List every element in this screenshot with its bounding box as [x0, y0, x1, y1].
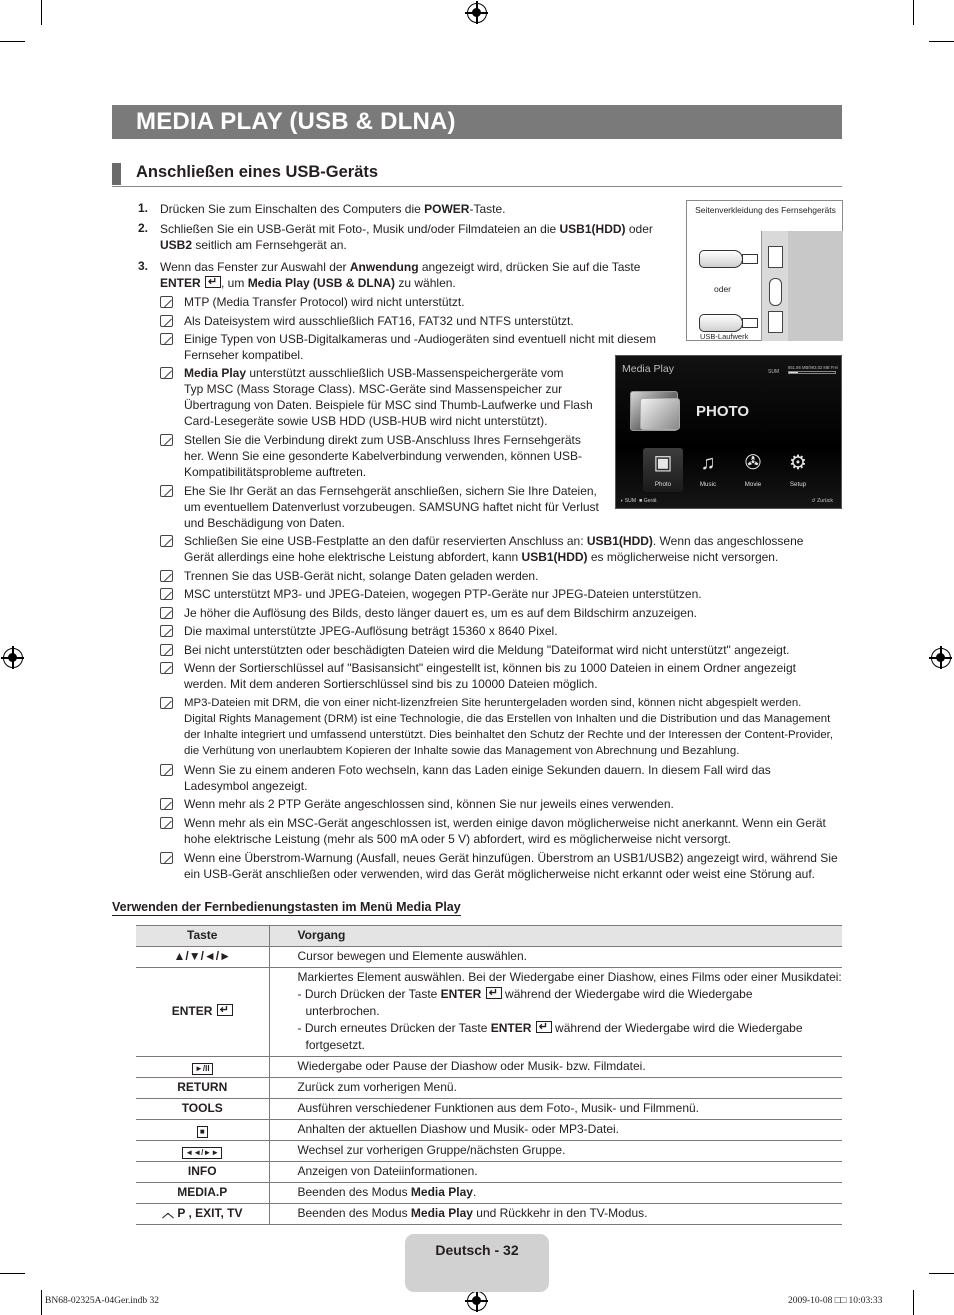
crop-mark	[929, 1273, 954, 1274]
step-number: 2.	[138, 221, 149, 235]
text-run: USB2	[160, 238, 193, 252]
text-run: Wenn Sie zu einem anderen Foto wechseln, kann das Laden einige Sekunden dauern. In diesem Fall wird das	[184, 763, 771, 777]
step-number: 1.	[138, 201, 149, 215]
usb-stick-icon	[699, 250, 743, 268]
table-row	[136, 1141, 842, 1162]
gear-icon: ⚙	[789, 452, 807, 474]
text-run: werden. Mit dem anderen Sortierschlüssel sind bis zu 10000 Dateien möglich.	[184, 677, 598, 691]
action-line	[298, 1020, 843, 1037]
selected-category-title: PHOTO	[696, 403, 750, 420]
step-text	[160, 221, 653, 253]
note-line	[184, 515, 599, 531]
note-icon	[160, 485, 173, 497]
text-run: Trennen Sie das USB-Gerät nicht, solange Daten geladen werden.	[184, 569, 539, 583]
action-text: während der Wiedergabe wird die Wiedergabe	[501, 987, 753, 1001]
storage-usage-bar	[788, 371, 836, 374]
action-cell: Wechsel zur vorherigen Gruppe/nächsten Gruppe.	[269, 1141, 842, 1162]
photo-thumbnail-icon	[640, 398, 680, 430]
page-title: MEDIA PLAY (USB & DLNA)	[112, 105, 842, 139]
text-run: Stellen Sie die Verbindung direkt zum USB-Anschluss Ihres Fernsehgeräts	[184, 433, 581, 447]
text-run: Schließen Sie eine USB-Festplatte an den dafür reservierten Anschluss an:	[184, 534, 587, 548]
note-text	[184, 815, 826, 847]
footer-sum-label: SUM	[624, 498, 637, 504]
action-cell	[269, 968, 842, 1057]
text-run: Als Dateisystem wird ausschließlich FAT16, FAT32 und NTFS unterstützt.	[184, 314, 574, 328]
step-number: 3.	[138, 259, 149, 273]
action-cell	[269, 1183, 842, 1204]
text-run: Schließen Sie ein USB-Gerät mit Foto-, Musik und/oder Filmdateien an die	[160, 222, 560, 236]
footer-device-label: Gerät	[643, 498, 657, 504]
note-icon	[160, 570, 173, 582]
note-line	[184, 676, 796, 692]
text-run: MP3-Dateien mit DRM, die von einer nicht-lizenzfreien Site heruntergeladen worden sind, können nicht abgespielt werden.	[184, 697, 802, 709]
text-run: USB1(HDD)	[521, 550, 588, 564]
text-run: unterstützt ausschließlich USB-Massenspeichergeräte vom	[246, 366, 564, 380]
column-header-key: Taste	[136, 926, 269, 947]
note-text	[184, 365, 593, 429]
music-icon: ♫	[700, 452, 716, 474]
media-play-label: Media Play	[410, 1206, 473, 1220]
action-cell: Zurück zum vorherigen Menü.	[269, 1078, 842, 1099]
enter-icon	[205, 276, 221, 288]
note-icon	[160, 764, 173, 776]
diagram-caption: Seitenverkleidung des Fernsehgeräts	[695, 205, 836, 215]
note-line	[184, 331, 656, 347]
crop-mark	[913, 1290, 914, 1315]
note-text	[184, 695, 833, 759]
text-run: die Verhütung von unerlaubtem Kopieren der Inhalte sowie das Management von Abrechnung und Bezahlung.	[184, 745, 740, 757]
step-text	[160, 201, 505, 217]
note-icon	[160, 607, 173, 619]
key-cell	[136, 1057, 269, 1078]
hdmi-port-icon	[769, 278, 782, 306]
text-run: ein USB-Gerät anschließen oder verwenden, wird das Gerät möglicherweise nicht erkannt oder weist eine Störung auf.	[184, 867, 815, 881]
key-cell: MEDIA.P	[136, 1183, 269, 1204]
media-play-header: Media Play	[622, 363, 674, 375]
action-line: Markiertes Element auswählen. Bei der Wiedergabe einer Diashow, eines Films oder einer Musikdatei:	[297, 970, 842, 984]
table-row	[136, 1120, 842, 1141]
table-row	[136, 947, 842, 968]
step-text	[160, 259, 640, 291]
note-line	[184, 464, 582, 480]
note-icon	[160, 662, 173, 674]
diagram-or-label: oder	[714, 284, 732, 294]
storage-free-text: 851.86 MB/993.02 MB Frei	[788, 365, 839, 370]
play-pause-key-icon: ►/II	[192, 1063, 213, 1075]
action-text: .	[472, 1185, 477, 1199]
stop-key-icon: ■	[197, 1126, 208, 1138]
action-text: Beenden des Modus	[297, 1206, 411, 1220]
text-run: Wenn eine Überstrom-Warnung (Ausfall, neues Gerät hinzufügen. Überstrom an USB1/USB2) angezeigt wird, während Sie	[184, 851, 838, 865]
text-run: Media Play (USB & DLNA)	[247, 276, 396, 290]
text-run: es möglicherweise nicht versorgen.	[587, 550, 779, 564]
back-label: Zurück	[817, 498, 833, 504]
key-cell: INFO	[136, 1162, 269, 1183]
note-line	[184, 365, 593, 381]
note-text	[184, 483, 599, 531]
note-text	[184, 586, 702, 602]
usb-stick-icon	[699, 314, 743, 332]
column-header-action: Vorgang	[269, 926, 842, 947]
text-run: Ehe Sie Ihr Gerät an das Fernsehgerät anschließen, sichern Sie Ihre Dateien,	[184, 484, 597, 498]
text-run: Wenn mehr als ein MSC-Gerät angeschlossen ist, werden einige davon möglicherweise nicht anerkannt. Wenn ein Gerät	[184, 816, 826, 830]
note-icon	[160, 644, 173, 656]
text-run: -Taste.	[469, 202, 506, 216]
photo-icon: ▣	[653, 452, 673, 474]
note-line	[184, 815, 826, 831]
text-run: Drücken Sie zum Einschalten des Computers die	[160, 202, 425, 216]
note-icon	[160, 852, 173, 864]
text-run: MTP (Media Transfer Protocol) wird nicht unterstützt.	[184, 295, 465, 309]
note-line	[184, 347, 656, 363]
media-play-screen	[615, 355, 842, 509]
text-run: Anwendung	[349, 260, 419, 274]
note-line	[184, 533, 803, 549]
step-line	[160, 275, 640, 291]
text-run: seitlich am Fernsehgerät an.	[192, 238, 347, 252]
note-line	[184, 294, 465, 310]
text-run: USB1(HDD)	[559, 222, 626, 236]
note-text	[184, 642, 790, 658]
page-number-tab	[405, 1234, 549, 1292]
step-line	[160, 237, 653, 253]
note-text	[184, 605, 697, 621]
usb-plug-icon	[742, 318, 758, 328]
key-cell	[136, 1204, 269, 1225]
text-run: und Beschädigung von Daten.	[184, 516, 345, 530]
text-run: Einige Typen von USB-Digitalkameras und -Audiogeräten sind eventuell nicht mit diesem	[184, 332, 657, 346]
note-text	[184, 850, 838, 882]
note-line	[184, 381, 593, 397]
crop-mark	[0, 1273, 25, 1274]
note-text	[184, 568, 538, 584]
crop-mark	[0, 41, 25, 42]
text-run: , um	[221, 276, 248, 290]
action-cell: Anhalten der aktuellen Diashow und Musik- oder MP3-Datei.	[269, 1120, 842, 1141]
usb-drive-label: USB-Laufwerk	[700, 332, 749, 341]
note-icon	[160, 367, 173, 379]
text-run: Je höher die Auflösung des Bilds, desto länger dauert es, um es auf dem Bildschirm anzuzeigen.	[184, 606, 697, 620]
text-run: oder	[625, 222, 653, 236]
text-run: Typ MSC (Mass Storage Class). MSC-Geräte sind Massenspeicher zur	[184, 382, 563, 396]
action-text: und Rückkehr in den TV-Modus.	[472, 1206, 648, 1220]
storage-device-label: SUM	[768, 369, 780, 375]
text-run: angezeigt wird, drücken Sie auf die Taste	[418, 260, 641, 274]
table-header-row	[136, 926, 842, 947]
text-run: hohe elektrische Leistung (mehr als 500 mA oder 5 V) abfordert, wird es möglicherweise nicht versorgt.	[184, 832, 731, 846]
action-cell: Ausführen verschiedener Funktionen aus dem Foto-, Musik- und Filmmenü.	[269, 1099, 842, 1120]
text-run: Wenn das Fenster zur Auswahl der	[160, 260, 350, 274]
exit-keys-label: P , EXIT, TV	[177, 1206, 243, 1220]
usb-port-icon	[768, 311, 783, 333]
registration-mark-icon	[467, 1291, 487, 1311]
crop-mark	[41, 0, 42, 25]
footer-device-hint: ◖ SUM ■ Gerät	[620, 498, 657, 504]
page-number: Deutsch - 32	[435, 1242, 519, 1258]
text-run: her. Wenn Sie eine gesonderte Kabelverbindung verwenden, können USB-	[184, 449, 583, 463]
note-icon	[160, 588, 173, 600]
action-cell: Cursor bewegen und Elemente auswählen.	[269, 947, 842, 968]
enter-key-label: ENTER	[490, 1021, 532, 1035]
tv-side-panel-shade	[788, 231, 843, 341]
note-line	[184, 711, 833, 727]
note-line	[184, 743, 833, 759]
note-icon	[160, 333, 173, 345]
action-cell: Anzeigen von Dateiinformationen.	[269, 1162, 842, 1183]
note-text	[184, 533, 803, 565]
text-run: der Inhalte integriert und umfassend unterstützt. Dies beinhaltet den Schutz der Rechte und der Interessen der Content-Provider,	[184, 729, 834, 741]
note-line	[184, 586, 702, 602]
note-line	[184, 660, 796, 676]
note-text	[184, 432, 582, 480]
text-run: Die maximal unterstützte JPEG-Auflösung beträgt 15360 x 8640 Pixel.	[184, 624, 558, 638]
enter-key-label: ENTER	[440, 987, 482, 1001]
note-line	[184, 623, 558, 639]
text-run: Ladesymbol angezeigt.	[184, 779, 308, 793]
registration-mark-icon	[467, 3, 487, 23]
text-run: um eventuellem Datenverlust vorzubeugen. SAMSUNG haftet nicht für Verlust	[184, 500, 599, 514]
enter-key-label: ENTER	[160, 276, 201, 290]
table-row	[136, 1204, 842, 1225]
key-cell: RETURN	[136, 1078, 269, 1099]
registration-mark-icon	[931, 648, 951, 668]
note-line	[184, 549, 803, 565]
action-line	[298, 986, 843, 1003]
note-line	[184, 695, 833, 711]
text-run: Kompatibilitätsprobleme auftreten.	[184, 465, 367, 479]
menu-item-movie[interactable]: ✇ Movie	[733, 448, 773, 492]
note-line	[184, 866, 838, 882]
note-text	[184, 796, 674, 812]
crop-mark	[41, 1290, 42, 1315]
text-run: Bei nicht unterstützten oder beschädigten Dateien wird die Meldung "Dateiformat wird nicht unterstützt" angezeigt.	[184, 643, 790, 657]
action-line: fortgesetzt.	[305, 1038, 365, 1052]
step-line	[160, 259, 640, 275]
note-line	[184, 483, 599, 499]
menu-item-photo[interactable]: ▣ Photo	[643, 448, 683, 492]
note-line	[184, 568, 538, 584]
enter-key-label: ENTER	[171, 1004, 213, 1018]
note-line	[184, 605, 697, 621]
note-icon	[160, 434, 173, 446]
action-text: - Durch Drücken der Taste	[297, 987, 441, 1001]
note-line	[184, 796, 674, 812]
tv-side-panel	[761, 231, 788, 341]
note-line	[184, 642, 790, 658]
remote-keys-heading: Verwenden der Fernbedienungstasten im Menü Media Play	[112, 900, 461, 914]
enter-icon	[536, 1021, 552, 1033]
note-line	[184, 432, 582, 448]
key-cell: TOOLS	[136, 1099, 269, 1120]
note-text	[184, 660, 796, 692]
crop-mark	[913, 0, 914, 25]
note-line	[184, 413, 593, 429]
note-line	[184, 448, 582, 464]
note-line	[184, 499, 599, 515]
note-line	[184, 727, 833, 743]
registration-mark-icon	[3, 648, 23, 668]
note-text	[184, 313, 574, 329]
note-text	[184, 294, 465, 310]
enter-icon	[486, 987, 502, 999]
remote-keys-table	[136, 925, 842, 1225]
key-cell: ▲/▼/◄/►	[136, 947, 269, 968]
text-run: Wenn mehr als 2 PTP Geräte angeschlossen sind, können Sie nur jeweils eines verwenden.	[184, 797, 674, 811]
note-line	[184, 831, 826, 847]
action-text: - Durch erneutes Drücken der Taste	[297, 1021, 491, 1035]
note-icon	[160, 697, 173, 709]
usb-plug-icon	[742, 254, 758, 264]
note-icon	[160, 798, 173, 810]
skip-keys-icon: ◄◄/►►	[182, 1147, 222, 1159]
note-text	[184, 762, 771, 794]
key-cell	[136, 1120, 269, 1141]
footer-back-hint: ↺ Zurück	[811, 498, 833, 504]
action-line: unterbrochen.	[305, 1004, 380, 1018]
table-row	[136, 1099, 842, 1120]
storage-usage-fill	[789, 372, 798, 373]
action-text: während der Wiedergabe wird die Wiedergabe	[551, 1021, 803, 1035]
text-run: Card-Lesegeräte sowie USB HDD (USB-HUB wird nicht unterstützt).	[184, 414, 548, 428]
note-icon	[160, 315, 173, 327]
note-icon	[160, 296, 173, 308]
text-run: POWER	[424, 202, 470, 216]
step-line	[160, 221, 653, 237]
note-icon	[160, 625, 173, 637]
table-row	[136, 1078, 842, 1099]
menu-item-setup[interactable]: ⚙ Setup	[778, 448, 818, 492]
note-icon	[160, 817, 173, 829]
print-slug-file: BN68-02325A-04Ger.indb 32	[45, 1296, 159, 1306]
table-row	[136, 1162, 842, 1183]
action-cell: Wiedergabe oder Pause der Diashow oder Musik- bzw. Filmdatei.	[269, 1057, 842, 1078]
print-slug-date: 2009-10-08 □□ 10:03:33	[788, 1296, 883, 1306]
usb-port-icon	[768, 246, 783, 268]
section-heading	[112, 160, 842, 187]
note-line	[184, 778, 771, 794]
table-row	[136, 1057, 842, 1078]
note-line	[184, 850, 838, 866]
text-run: zu wählen.	[395, 276, 456, 290]
text-run: Gerät allerdings eine hohe elektrische Leistung abfordert, kann	[184, 550, 522, 564]
note-line	[184, 762, 771, 778]
media-play-label: Media Play	[410, 1185, 473, 1199]
text-run: Media Play	[184, 366, 247, 380]
note-line	[184, 397, 593, 413]
crop-mark	[929, 41, 954, 42]
enter-icon	[217, 1004, 233, 1016]
text-run: Digital Rights Management (DRM) ist eine Technologie, die das Erstellen von Inhalten und die Distribution und das Management	[184, 713, 831, 725]
note-text	[184, 623, 558, 639]
film-reel-icon: ✇	[744, 452, 762, 474]
note-icon	[160, 535, 173, 547]
text-run: Wenn der Sortierschlüssel auf "Basisansicht" eingestellt ist, können bis zu 1000 Dateien in einem Ordner angezeigt	[184, 661, 796, 675]
key-cell	[136, 968, 269, 1057]
table-row	[136, 1183, 842, 1204]
note-line	[184, 313, 574, 329]
note-text	[184, 331, 656, 363]
text-run: . Wenn das angeschlossene	[652, 534, 804, 548]
text-run: Fernseher kompatibel.	[184, 348, 304, 362]
channel-up-icon: ︿	[162, 1206, 175, 1220]
action-text: Beenden des Modus	[297, 1185, 411, 1199]
menu-item-music[interactable]: ♫ Music	[688, 448, 728, 492]
section-title: Anschließen eines USB-Geräts	[136, 163, 379, 181]
section-marker	[112, 163, 121, 185]
text-run: Übertragung von Daten. Beispiele für MSC sind Thumb-Laufwerke und Flash	[184, 398, 593, 412]
key-cell	[136, 1141, 269, 1162]
text-run: USB1(HDD)	[586, 534, 653, 548]
action-cell	[269, 1204, 842, 1225]
usb-connection-diagram	[686, 200, 843, 341]
table-row	[136, 968, 842, 1057]
text-run: MSC unterstützt MP3- und JPEG-Dateien, wogegen PTP-Geräte nur JPEG-Dateien unterstützen.	[184, 587, 702, 601]
